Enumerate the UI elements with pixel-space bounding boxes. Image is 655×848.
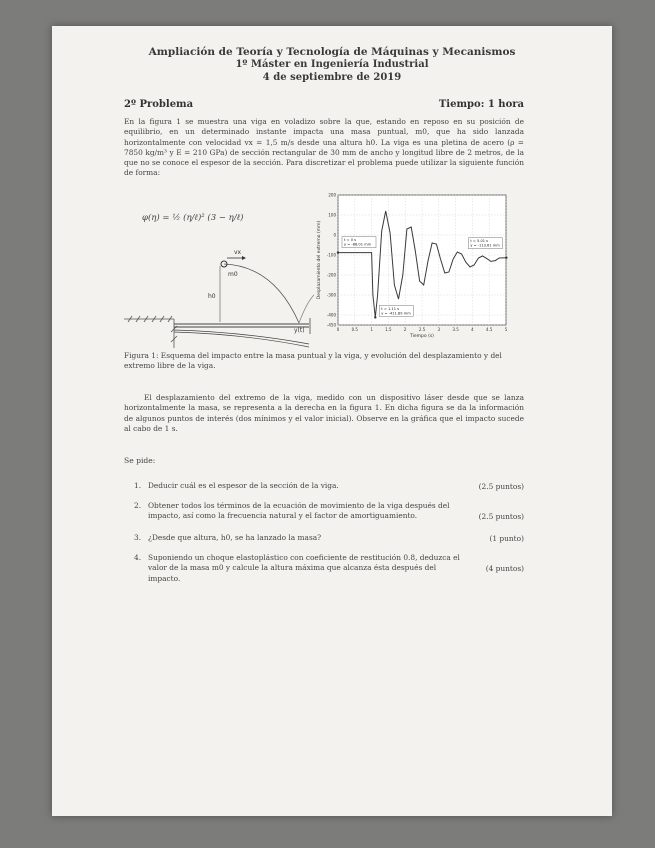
y-tick-label: -100	[326, 252, 336, 258]
y-ticks	[327, 193, 337, 328]
question-points: (4 puntos)	[485, 563, 524, 573]
annotation-time: t = 0 s	[344, 238, 357, 243]
x-tick-label: 2	[403, 327, 407, 332]
x-tick-label: 1	[370, 327, 373, 332]
annotation-value: y = -411.89 mm	[381, 311, 411, 316]
m0-label: m0	[228, 271, 238, 278]
annotation-value: y = -88.01 mm	[344, 242, 372, 247]
annotation-point	[505, 257, 507, 259]
shape-function-formula: φ(η) = ½ (η/ℓ)² (3 − η/ℓ)	[142, 213, 244, 223]
question-number: 1.	[134, 481, 142, 490]
question-text: Suponiendo un choque elastoplástico con coeficiente de restitución 0.8, deduzca el valor de la masa m0 y calcule la altura máxima que alcanza ésta después del impacto.	[148, 553, 460, 583]
question-text: Obtener todos los términos de la ecuación de movimiento de la viga después del impacto, así como la frecuencia natural y el factor de amortiguamiento.	[148, 501, 450, 521]
displacement-plot	[314, 189, 514, 339]
y-tick-label: 200	[328, 192, 336, 198]
annotation-time: t = 1.11 s	[381, 306, 400, 311]
x-tick-label: 2.5	[418, 327, 426, 332]
question-4	[134, 553, 524, 583]
question-points: (2.5 puntos)	[478, 481, 524, 491]
rebound-trajectory	[299, 291, 314, 323]
y-tick-label: -400	[326, 312, 336, 318]
second-paragraph: El desplazamiento del extremo de la viga, medido con un dispositivo láser desde que se lanza horizontalmente la masa, se representa a la derecha en la figura 1. En dicha figura se da la información de algunos puntos de interés (dos mínimos y el valor inicial). Observe en la gráfica que el impacto sucede al cabo de 1 s.	[124, 393, 524, 433]
x-tick-label: 4.5	[486, 327, 493, 332]
x-tick-label: 3	[437, 327, 441, 332]
y-tick-label: -300	[326, 292, 336, 298]
annotation-value: y = -113.61 mm	[470, 243, 500, 248]
problem-title: 2º Problema	[124, 99, 194, 110]
x-axis-label: Tiempo (s)	[410, 334, 434, 339]
yt-label: y(t)	[294, 327, 305, 334]
annotation-time: t = 5.01 s	[470, 239, 489, 244]
question-text: Deducir cuál es el espesor de la sección de la viga.	[148, 481, 339, 490]
exam-date: 4 de septiembre de 2019	[262, 72, 402, 83]
annotation-point	[374, 316, 376, 318]
y-tick-label: -200	[326, 272, 336, 278]
x-ticks	[337, 327, 508, 332]
time-limit: Tiempo: 1 hora	[438, 99, 524, 110]
vx-label: vx	[234, 249, 242, 256]
question-points: (2.5 puntos)	[478, 511, 524, 521]
question-1	[134, 481, 524, 492]
cantilever-beam	[174, 324, 309, 347]
annotation-point	[337, 251, 339, 253]
y-tick-label: 100	[328, 212, 336, 218]
question-2	[134, 501, 524, 522]
x-tick-label: 1.5	[385, 327, 392, 332]
question-text: ¿Desde que altura, h0, se ha lanzado la masa?	[148, 533, 322, 542]
course-title: Ampliación de Teoría y Tecnología de Máquinas y Mecanismos	[148, 46, 516, 58]
exam-page	[52, 26, 612, 816]
x-tick-label: 3.5	[452, 327, 459, 332]
vx-arrow-head	[242, 256, 246, 260]
x-tick-label: 4	[471, 327, 474, 332]
x-tick-label: 5	[504, 327, 508, 332]
question-number: 4.	[134, 553, 142, 562]
question-number: 3.	[134, 533, 142, 542]
y-axis-label: Desplazamiento del extremo (mm)	[317, 220, 322, 300]
question-3	[134, 533, 524, 544]
y-tick-label: -450	[326, 322, 336, 328]
y-tick-label: 0	[333, 232, 336, 238]
se-pide-heading: Se pide:	[124, 456, 156, 465]
question-number: 2.	[134, 501, 142, 510]
x-tick-label: 0	[336, 327, 340, 332]
impact-schematic	[124, 236, 314, 351]
x-tick-label: 0.5	[351, 327, 358, 332]
question-points: (1 punto)	[489, 533, 524, 543]
intro-paragraph: En la figura 1 se muestra una viga en voladizo sobre la que, estando en reposo en su posición de equilibrio, en un determinado instante impacta una masa puntual, m0, que ha sido lanzada horizontalmente con velocidad vx = 1,5 m/s desde una altura h0. La viga es una pletina de acero (ρ = 7850 kg/m³ y E = 210 GPa) de sección rectangular de 30 mm de ancho y longitud libre de 2 metros, de la que no se conoce el espesor de la sección. Para discretizar el problema puede utilizar la siguiente función de forma:	[124, 117, 524, 178]
h0-label: h0	[208, 293, 216, 300]
wall-hatch	[124, 316, 177, 348]
program-title: 1º Máster en Ingeniería Industrial	[235, 59, 429, 70]
figure-caption: Figura 1: Esquema del impacto entre la masa puntual y la viga, y evolución del desplazamiento y del extremo libre de la viga.	[124, 351, 502, 371]
